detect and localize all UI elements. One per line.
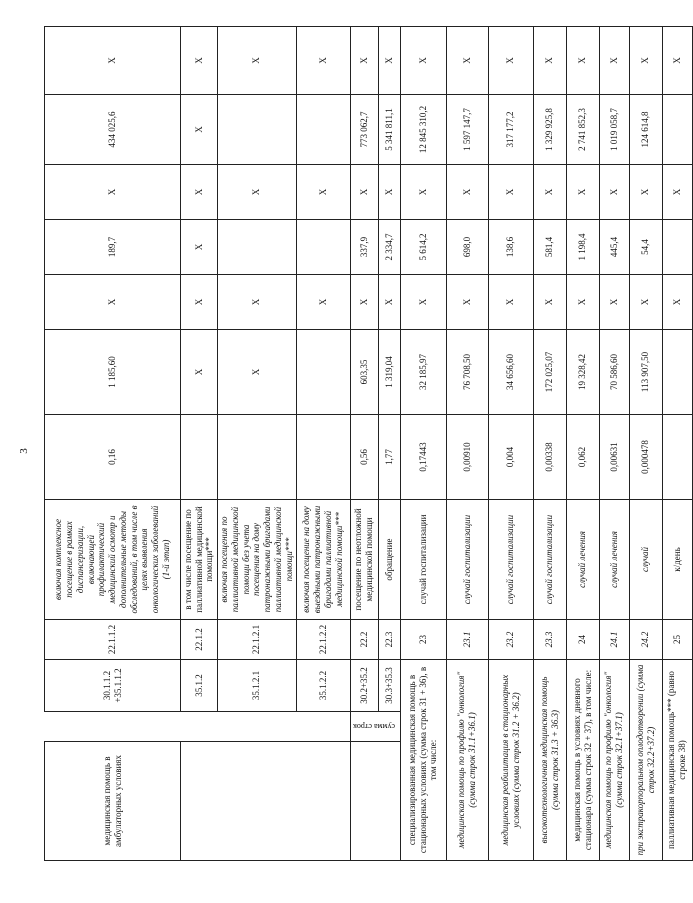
row-name [181, 742, 351, 861]
cell-value: X [181, 275, 218, 330]
cell-value: X [533, 275, 566, 330]
row-name: при экстракорпоральном оплодотворении (сумма строк 32.2+37.2) [629, 660, 662, 861]
cell-value: X [446, 165, 488, 220]
cell-value: 12 845 310,2 [400, 95, 446, 165]
cell-value: X [629, 27, 662, 95]
row-name: медицинская реабилитация в стационарных условиях (сумма строк 31.2 + 36.2) [488, 660, 533, 861]
row-line: 24 [566, 620, 599, 660]
row-line: 24.1 [599, 620, 629, 660]
cell-value: X [488, 165, 533, 220]
cell-value: 773 062,7 [350, 95, 378, 165]
cell-value: X [181, 220, 218, 275]
cell-value: X [533, 27, 566, 95]
row-unit: случай госпитализации [400, 500, 446, 620]
cell-value: X [350, 27, 378, 95]
cell-value: 1 597 147,7 [446, 95, 488, 165]
cell-value: X [350, 275, 378, 330]
table-row [350, 27, 378, 861]
cell-value: X [378, 275, 400, 330]
row-line: 22.1.2.2 [296, 620, 350, 660]
cell-value: X [446, 275, 488, 330]
table-row [400, 27, 446, 861]
row-line: 24.2 [629, 620, 662, 660]
table-row [533, 27, 566, 861]
cell-value: 113 907,50 [629, 330, 662, 415]
row-code: 35.1.2.2 [296, 660, 350, 712]
cell-value: X [181, 330, 218, 415]
cell-value: 2 334,7 [378, 220, 400, 275]
rotated-page [44, 27, 688, 861]
row-line: 23 [400, 620, 446, 660]
cell-value [296, 415, 350, 500]
cell-value: 19 328,42 [566, 330, 599, 415]
cell-value: X [488, 27, 533, 95]
cell-value: 317 177,2 [488, 95, 533, 165]
cell-value: 1 329 925,8 [533, 95, 566, 165]
cell-value [218, 415, 297, 500]
row-line: 22.1.1.2 [45, 620, 181, 660]
row-unit: случай госпитализации [488, 500, 533, 620]
cell-value: X [662, 165, 692, 220]
cell-value: X [218, 275, 297, 330]
row-unit: случай лечения [566, 500, 599, 620]
cell-value: X [296, 27, 350, 95]
cell-value: X [400, 275, 446, 330]
cell-value: 1 319,04 [378, 330, 400, 415]
row-code: 30.1.1.2 +35.1.1.2 [45, 660, 181, 712]
cell-value: X [181, 27, 218, 95]
row-line: 22.2 [350, 620, 378, 660]
cell-value: 32 185,97 [400, 330, 446, 415]
cell-value: X [45, 275, 181, 330]
cell-value: X [566, 27, 599, 95]
row-name: медицинская помощь по профилю "онкология" (сумма строк 31.1+36.1) [446, 660, 488, 861]
cell-value: X [218, 330, 297, 415]
cell-value: X [662, 275, 692, 330]
cell-value: 434 025,6 [45, 95, 181, 165]
row-name: медицинская помощь в условиях дневного стационара (сумма строк 32 + 37), в том числе: [566, 660, 599, 861]
row-unit: включая комплексное посещение в рамках диспансеризации, включающей профилактический медицинский осмотр и дополнительные методы обследований, в том числе в целях выявления онкологических заболеваний (1-й этап) [45, 500, 181, 620]
cell-value: X [296, 165, 350, 220]
cell-value: X [599, 27, 629, 95]
row-name: медицинская помощь по профилю "онкология" (сумма строк 32.1+37.1) [599, 660, 629, 861]
cell-value: 603,35 [350, 330, 378, 415]
plan-table [44, 26, 693, 861]
row-unit: к/день [662, 500, 692, 620]
page-number: 3 [18, 448, 30, 454]
cell-value: 0,062 [566, 415, 599, 500]
cell-value [662, 95, 692, 165]
blank-cell [45, 712, 351, 742]
row-code: 30.3+35.3 [378, 660, 400, 712]
cell-value: 1 198,4 [566, 220, 599, 275]
cell-value: 5 614,2 [400, 220, 446, 275]
cell-value: X [400, 165, 446, 220]
row-name: медицинская помощь в амбулаторных условиях [45, 742, 181, 861]
cell-value: 172 025,07 [533, 330, 566, 415]
cell-value: X [662, 27, 692, 95]
sum-label-cell [350, 712, 400, 742]
row-unit: в том числе посещение по паллиативной медицинской помощи*** [181, 500, 218, 620]
cell-value: 1,77 [378, 415, 400, 500]
cell-value: X [296, 275, 350, 330]
row-unit: посещение по неотложной медицинской помощи [350, 500, 378, 620]
cell-value: X [378, 27, 400, 95]
row-line: 22.1.2.1 [218, 620, 297, 660]
table-row [599, 27, 629, 861]
cell-value: X [181, 165, 218, 220]
row-line: 22.1.2 [181, 620, 218, 660]
blank-cell [350, 742, 400, 861]
cell-value: X [45, 27, 181, 95]
cell-value: X [629, 165, 662, 220]
cell-value: X [218, 27, 297, 95]
cell-value: 445,4 [599, 220, 629, 275]
cell-value: 1 019 058,7 [599, 95, 629, 165]
row-code: 35.1.2.1 [218, 660, 297, 712]
cell-value: X [400, 27, 446, 95]
cell-value [218, 95, 297, 165]
table-row [488, 27, 533, 861]
cell-value [662, 220, 692, 275]
cell-value: X [446, 27, 488, 95]
row-unit: случай [629, 500, 662, 620]
row-line: 22.3 [378, 620, 400, 660]
cell-value: X [378, 165, 400, 220]
table-row [662, 27, 692, 861]
table-row [566, 27, 599, 861]
cell-value: 0,00910 [446, 415, 488, 500]
cell-value: X [181, 95, 218, 165]
cell-value [296, 330, 350, 415]
cell-value: X [629, 275, 662, 330]
cell-value: 76 708,50 [446, 330, 488, 415]
cell-value: 0,004 [488, 415, 533, 500]
row-unit: обращение [378, 500, 400, 620]
cell-value: 0,00338 [533, 415, 566, 500]
row-line: 23.2 [488, 620, 533, 660]
cell-value: 0,000478 [629, 415, 662, 500]
cell-value [181, 415, 218, 500]
cell-value: X [45, 165, 181, 220]
cell-value [296, 95, 350, 165]
cell-value: X [566, 165, 599, 220]
row-unit: случай госпитализации [533, 500, 566, 620]
cell-value: X [533, 165, 566, 220]
vertical-sum-label: сумма строк [352, 722, 395, 732]
cell-value: 2 741 852,3 [566, 95, 599, 165]
row-unit: включая посещение на дому выездными патронажными бригадами паллиативной медицинской помощи*** [296, 500, 350, 620]
cell-value [218, 220, 297, 275]
cell-value: 581,4 [533, 220, 566, 275]
cell-value [296, 220, 350, 275]
cell-value: X [488, 275, 533, 330]
cell-value: 698,0 [446, 220, 488, 275]
row-code: 30.2+35.2 [350, 660, 378, 712]
row-line: 23.1 [446, 620, 488, 660]
row-unit: включая посещения по паллиативной медицинской помощи без учета посещения на дому патронажными бригадами паллиативной медицинской помощи*** [218, 500, 297, 620]
cell-value: 337,9 [350, 220, 378, 275]
row-name: специализированная медицинская помощь в стационарных условиях (сумма строк 31 + 36), в том числе: [400, 660, 446, 861]
cell-value: X [599, 165, 629, 220]
cell-value: 0,56 [350, 415, 378, 500]
cell-value: 0,00631 [599, 415, 629, 500]
table-row [629, 27, 662, 861]
table-row [446, 27, 488, 861]
cell-value: 5 341 811,1 [378, 95, 400, 165]
row-line: 23.3 [533, 620, 566, 660]
cell-value: X [599, 275, 629, 330]
cell-value [662, 415, 692, 500]
row-name: высокотехнологичная медицинская помощь (сумма строк 31.3 + 36.3) [533, 660, 566, 861]
cell-value: X [218, 165, 297, 220]
row-name: паллиативная медицинская помощь*** (равно строке 38) [662, 660, 692, 861]
row-unit: случай лечения [599, 500, 629, 620]
row-code: 35.1.2 [181, 660, 218, 712]
cell-value: 124 614,8 [629, 95, 662, 165]
cell-value: 1 185,60 [45, 330, 181, 415]
cell-value: 189,7 [45, 220, 181, 275]
row-line: 25 [662, 620, 692, 660]
cell-value: 70 586,60 [599, 330, 629, 415]
cell-value [662, 330, 692, 415]
cell-value: 34 656,60 [488, 330, 533, 415]
table-row [45, 27, 181, 861]
cell-value: X [566, 275, 599, 330]
cell-value: X [350, 165, 378, 220]
cell-value: 0,17443 [400, 415, 446, 500]
cell-value: 138,6 [488, 220, 533, 275]
cell-value: 54,4 [629, 220, 662, 275]
row-unit: случай госпитализации [446, 500, 488, 620]
cell-value: 0,16 [45, 415, 181, 500]
